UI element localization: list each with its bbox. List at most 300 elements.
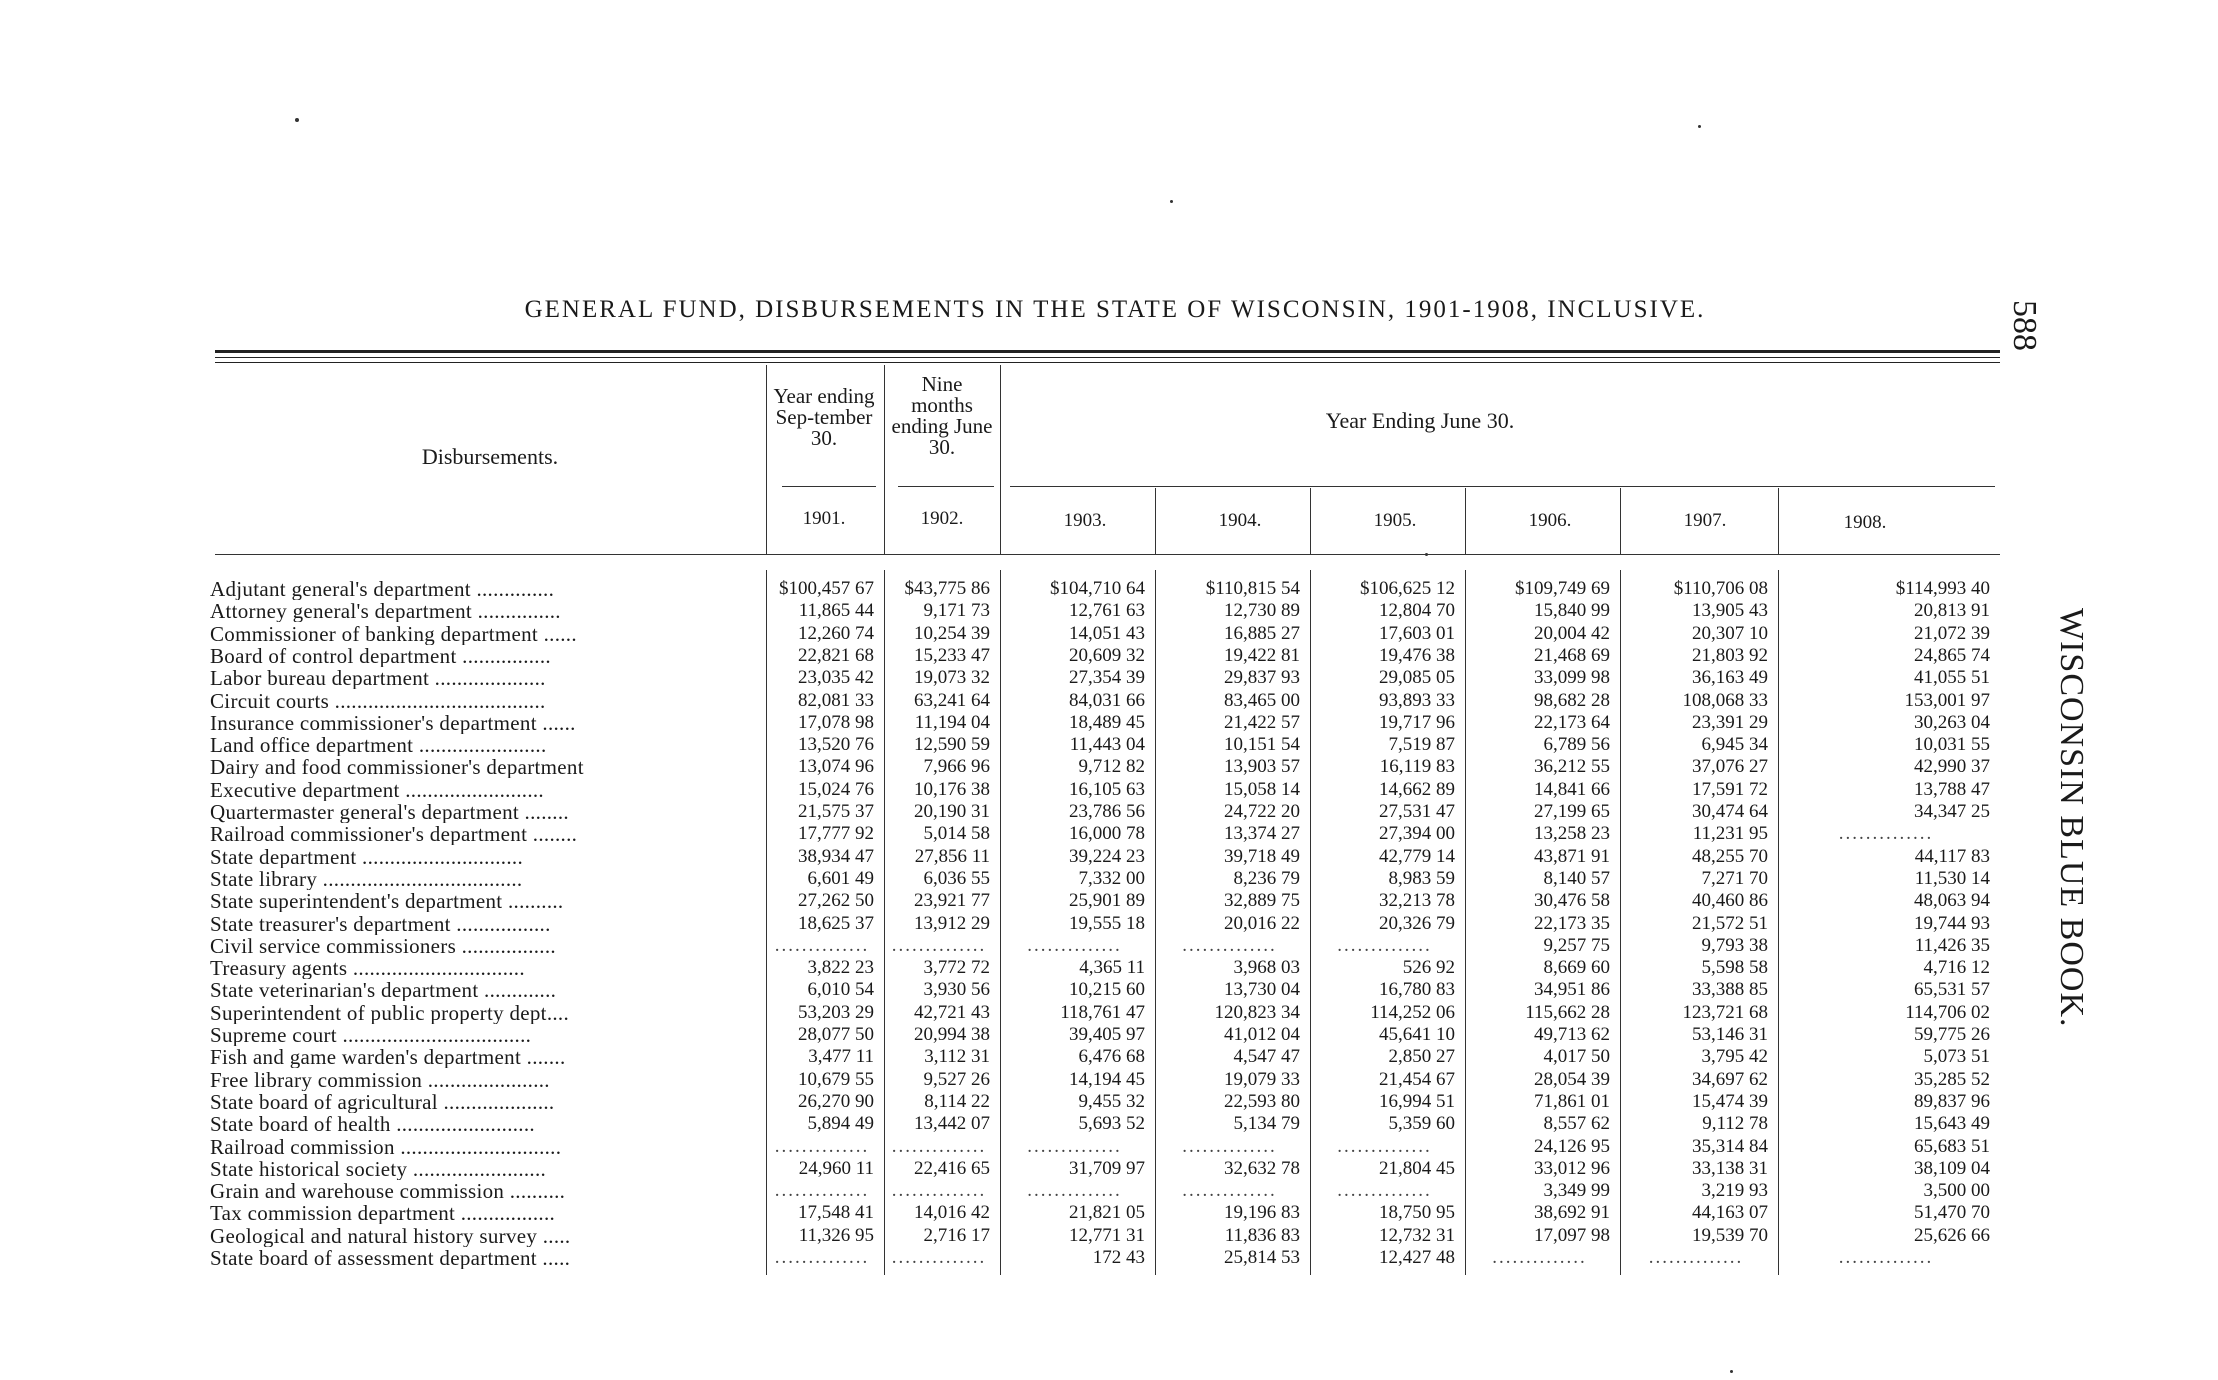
empty-cell-leader: ..............	[1027, 1180, 1122, 1202]
value-cell: 6,945 34	[1701, 734, 1768, 756]
value-cell: 12,427 48	[1379, 1247, 1455, 1268]
empty-cell-leader: ..............	[1492, 1247, 1587, 1268]
value-cell: 25,814 53	[1224, 1247, 1300, 1268]
running-side-title: WISCONSIN BLUE BOOK.	[2053, 608, 2090, 1028]
value-cell: 40,460 86	[1692, 890, 1768, 912]
row-label: Labor bureau department ....................	[210, 667, 546, 690]
value-cell: 3,930 56	[923, 979, 990, 1001]
value-cell: 9,527 26	[923, 1068, 990, 1090]
value-cell: 20,994 38	[914, 1024, 990, 1045]
table-row	[210, 1113, 2000, 1135]
column-divider	[1620, 488, 1621, 554]
row-label: State treasurer's department .................	[210, 912, 551, 935]
value-cell: 30,474 64	[1692, 801, 1768, 822]
value-cell: 23,786 56	[1069, 801, 1145, 822]
value-cell: 36,212 55	[1534, 756, 1610, 778]
row-label: State superintendent's department ..........	[210, 890, 564, 913]
empty-cell-leader: ..............	[774, 1247, 870, 1268]
value-cell: $106,625 12	[1360, 578, 1455, 599]
value-cell: 17,097 98	[1534, 1224, 1610, 1246]
value-cell: 13,903 57	[1224, 756, 1300, 778]
value-cell: 18,489 45	[1069, 711, 1145, 733]
scan-speck	[1425, 553, 1428, 556]
value-cell: 15,643 49	[1914, 1113, 1990, 1135]
year-header-rule	[898, 486, 994, 487]
value-cell: 33,099 98	[1534, 667, 1610, 689]
value-cell: 11,443 04	[1069, 734, 1145, 756]
value-cell: 24,126 95	[1534, 1135, 1610, 1157]
row-label: Land office department .......................	[210, 734, 547, 757]
value-cell: 32,213 78	[1379, 890, 1455, 912]
empty-cell-leader: ..............	[1027, 1135, 1122, 1157]
table-row	[210, 645, 2000, 667]
row-label: Commissioner of banking department ......	[210, 622, 577, 645]
value-cell: 20,190 31	[914, 801, 990, 822]
table-row	[210, 935, 2000, 957]
row-label: Quartermaster general's department ........	[210, 801, 569, 823]
value-cell: 35,314 84	[1692, 1135, 1768, 1157]
table-row	[210, 1136, 2000, 1158]
value-cell: 65,683 51	[1914, 1135, 1990, 1157]
value-cell: 7,332 00	[1078, 867, 1145, 889]
value-cell: 24,865 74	[1914, 644, 1990, 666]
table-row	[210, 667, 2000, 689]
value-cell: $109,749 69	[1515, 578, 1610, 599]
value-cell: 12,590 59	[914, 734, 990, 756]
year-header-rule	[782, 486, 876, 487]
value-cell: 16,000 78	[1069, 823, 1145, 845]
value-cell: 20,004 42	[1534, 622, 1610, 644]
value-cell: 13,912 29	[914, 912, 990, 934]
table-row	[210, 1002, 2000, 1024]
value-cell: 33,138 31	[1692, 1157, 1768, 1179]
value-cell: 93,893 33	[1379, 689, 1455, 711]
column-divider	[1465, 488, 1466, 554]
value-cell: 38,934 47	[798, 845, 874, 867]
table-row	[210, 734, 2000, 756]
value-cell: 34,697 62	[1692, 1068, 1768, 1090]
table-row	[210, 779, 2000, 801]
value-cell: 59,775 26	[1914, 1024, 1990, 1045]
value-cell: 49,713 62	[1534, 1024, 1610, 1045]
value-cell: 5,693 52	[1078, 1113, 1145, 1135]
value-cell: 27,262 50	[798, 890, 874, 912]
value-cell: 7,966 96	[923, 756, 990, 778]
value-cell: 12,761 63	[1069, 600, 1145, 622]
value-cell: 35,285 52	[1914, 1068, 1990, 1090]
year-header: 1905.	[1373, 510, 1417, 531]
value-cell: 71,861 01	[1534, 1090, 1610, 1112]
value-cell: 28,077 50	[798, 1024, 874, 1045]
table-row	[210, 801, 2000, 823]
value-cell: 31,709 97	[1069, 1157, 1145, 1179]
value-cell: 27,354 39	[1069, 667, 1145, 689]
value-cell: 13,788 47	[1914, 778, 1990, 800]
empty-cell-leader: ..............	[1027, 934, 1122, 956]
top-rule-thin	[215, 357, 2000, 358]
column-divider	[884, 365, 885, 555]
value-cell: 17,078 98	[798, 711, 874, 733]
value-cell: 20,307 10	[1692, 622, 1768, 644]
value-cell: 17,591 72	[1692, 778, 1768, 800]
value-cell: 2,716 17	[923, 1224, 990, 1246]
value-cell: 5,598 58	[1701, 957, 1768, 979]
table-row	[210, 979, 2000, 1001]
row-label: State board of health .........................	[210, 1113, 535, 1136]
value-cell: 115,662 28	[1525, 1001, 1610, 1023]
value-cell: 16,119 83	[1379, 756, 1455, 778]
table-row	[210, 1046, 2000, 1068]
value-cell: 118,761 47	[1060, 1001, 1145, 1023]
value-cell: 84,031 66	[1069, 689, 1145, 711]
value-cell: 25,626 66	[1914, 1224, 1990, 1246]
value-cell: 526 92	[1402, 957, 1455, 979]
value-cell: $114,993 40	[1895, 578, 1990, 599]
value-cell: 11,530 14	[1914, 867, 1990, 889]
empty-cell-leader: ..............	[774, 1180, 870, 1202]
value-cell: 3,219 93	[1701, 1180, 1768, 1202]
value-cell: 21,803 92	[1692, 644, 1768, 666]
value-cell: 6,601 49	[807, 867, 874, 889]
year-header-rule	[1010, 486, 1995, 487]
table-row	[210, 1069, 2000, 1091]
value-cell: 18,750 95	[1379, 1202, 1455, 1224]
scan-speck	[295, 118, 299, 122]
value-cell: 10,176 38	[914, 778, 990, 800]
year-header: 1904.	[1218, 510, 1262, 531]
value-cell: 30,263 04	[1914, 711, 1990, 733]
table-row	[210, 823, 2000, 845]
value-cell: 3,112 31	[924, 1046, 990, 1068]
value-cell: 41,012 04	[1224, 1024, 1300, 1045]
value-cell: 3,772 72	[923, 957, 990, 979]
value-cell: 14,016 42	[914, 1202, 990, 1224]
value-cell: 11,231 95	[1692, 823, 1768, 845]
disbursements-table	[210, 360, 2000, 1280]
value-cell: 3,500 00	[1923, 1180, 1990, 1202]
empty-cell-leader: ..............	[774, 1135, 870, 1157]
value-cell: 13,074 96	[798, 756, 874, 778]
value-cell: 10,215 60	[1069, 979, 1145, 1001]
value-cell: 9,112 78	[1702, 1113, 1768, 1135]
value-cell: 120,823 34	[1214, 1001, 1300, 1023]
value-cell: 21,821 05	[1069, 1202, 1145, 1224]
table-row	[210, 846, 2000, 868]
year-header: 1906.	[1528, 510, 1572, 531]
value-cell: 23,035 42	[798, 667, 874, 689]
value-cell: 48,255 70	[1692, 845, 1768, 867]
column-group-year-ending-june: Year Ending June 30.	[1325, 408, 1515, 433]
value-cell: 42,721 43	[914, 1001, 990, 1023]
value-cell: 13,442 07	[914, 1113, 990, 1135]
value-cell: 15,840 99	[1534, 600, 1610, 622]
value-cell: 22,821 68	[798, 644, 874, 666]
value-cell: 63,241 64	[914, 689, 990, 711]
row-label: Dairy and food commissioner's department	[210, 756, 584, 779]
value-cell: 8,983 59	[1388, 867, 1455, 889]
table-row	[210, 1024, 2000, 1046]
value-cell: 24,722 20	[1224, 801, 1300, 822]
empty-cell-leader: ..............	[774, 934, 870, 956]
value-cell: 15,024 76	[798, 778, 874, 800]
row-label: Geological and natural history survey .....	[210, 1224, 571, 1247]
table-row	[210, 578, 2000, 600]
table-row	[210, 600, 2000, 622]
value-cell: 43,871 91	[1534, 845, 1610, 867]
value-cell: 11,865 44	[798, 600, 874, 622]
value-cell: 12,771 31	[1069, 1224, 1145, 1246]
value-cell: 13,905 43	[1692, 600, 1768, 622]
value-cell: 10,151 54	[1224, 734, 1300, 756]
empty-cell-leader: ..............	[891, 1180, 987, 1202]
row-label: Adjutant general's department ..............	[210, 578, 555, 600]
value-cell: 6,010 54	[807, 979, 874, 1001]
value-cell: 28,054 39	[1534, 1068, 1610, 1090]
value-cell: 16,885 27	[1224, 622, 1300, 644]
value-cell: 10,679 55	[798, 1068, 874, 1090]
value-cell: 14,841 66	[1534, 778, 1610, 800]
table-row	[210, 1247, 2000, 1269]
value-cell: 9,793 38	[1701, 934, 1768, 956]
value-cell: 9,455 32	[1078, 1090, 1145, 1112]
empty-cell-leader: ..............	[1182, 1180, 1277, 1202]
empty-cell-leader: ..............	[891, 1135, 987, 1157]
value-cell: 2,850 27	[1388, 1046, 1455, 1068]
value-cell: 4,365 11	[1079, 957, 1145, 979]
column-divider	[766, 365, 767, 555]
value-cell: 11,194 04	[914, 711, 990, 733]
value-cell: 44,117 83	[1914, 845, 1990, 867]
value-cell: 29,837 93	[1224, 667, 1300, 689]
value-cell: 20,326 79	[1379, 912, 1455, 934]
value-cell: 8,557 62	[1543, 1113, 1610, 1135]
value-cell: 19,422 81	[1224, 644, 1300, 666]
value-cell: 27,199 65	[1534, 801, 1610, 822]
value-cell: 21,468 69	[1534, 644, 1610, 666]
value-cell: $110,815 54	[1205, 578, 1300, 599]
year-header: 1907.	[1683, 510, 1727, 531]
value-cell: 25,901 89	[1069, 890, 1145, 912]
row-label: Treasury agents ...............................	[210, 957, 525, 980]
table-row	[210, 712, 2000, 734]
value-cell: 22,173 64	[1534, 711, 1610, 733]
value-cell: 3,795 42	[1701, 1046, 1768, 1068]
value-cell: 27,394 00	[1379, 823, 1455, 845]
value-cell: 14,194 45	[1069, 1068, 1145, 1090]
value-cell: 17,777 92	[798, 823, 874, 845]
table-row	[210, 913, 2000, 935]
value-cell: 108,068 33	[1682, 689, 1768, 711]
column-group-nine-months: Nine months ending June 30.	[891, 372, 993, 459]
value-cell: 51,470 70	[1914, 1202, 1990, 1224]
column-divider	[1155, 488, 1156, 554]
row-label: Board of control department ................	[210, 644, 551, 667]
year-header: 1902.	[920, 508, 964, 529]
value-cell: 42,779 14	[1379, 845, 1455, 867]
value-cell: 15,474 39	[1692, 1090, 1768, 1112]
value-cell: 153,001 97	[1904, 689, 1990, 711]
value-cell: 36,163 49	[1692, 667, 1768, 689]
value-cell: 39,405 97	[1069, 1024, 1145, 1045]
empty-cell-leader: ..............	[891, 1247, 987, 1268]
value-cell: 82,081 33	[798, 689, 874, 711]
row-label: Insurance commissioner's department ......	[210, 711, 576, 734]
value-cell: 5,014 58	[923, 823, 990, 845]
row-label: Railroad commissioner's department ........	[210, 823, 578, 846]
value-cell: 34,951 86	[1534, 979, 1610, 1001]
value-cell: 33,012 96	[1534, 1157, 1610, 1179]
value-cell: 19,476 38	[1379, 644, 1455, 666]
value-cell: 10,254 39	[914, 622, 990, 644]
value-cell: 21,422 57	[1224, 711, 1300, 733]
value-cell: 16,994 51	[1379, 1090, 1455, 1112]
page-number: 588	[2006, 300, 2043, 351]
value-cell: 89,837 96	[1914, 1090, 1990, 1112]
value-cell: 20,016 22	[1224, 912, 1300, 934]
value-cell: 15,233 47	[914, 644, 990, 666]
table-row	[210, 1180, 2000, 1202]
row-label: Tax commission department .................	[210, 1202, 556, 1225]
value-cell: 13,258 23	[1534, 823, 1610, 845]
value-cell: 14,051 43	[1069, 622, 1145, 644]
table-row	[210, 890, 2000, 912]
value-cell: 98,682 28	[1534, 689, 1610, 711]
value-cell: 9,712 82	[1078, 756, 1145, 778]
column-divider	[1000, 365, 1001, 555]
value-cell: 32,889 75	[1224, 890, 1300, 912]
table-row	[210, 623, 2000, 645]
value-cell: 38,109 04	[1914, 1157, 1990, 1179]
value-cell: 19,717 96	[1379, 711, 1455, 733]
value-cell: 3,477 11	[808, 1046, 874, 1068]
value-cell: 23,391 29	[1692, 711, 1768, 733]
table-row	[210, 690, 2000, 712]
value-cell: 39,224 23	[1069, 845, 1145, 867]
row-label: Attorney general's department ...............	[210, 600, 561, 623]
row-header: Disbursements.	[421, 444, 559, 469]
empty-cell-leader: ..............	[1648, 1247, 1744, 1268]
value-cell: 4,716 12	[1923, 957, 1990, 979]
value-cell: $100,457 67	[779, 578, 874, 599]
scan-speck	[1730, 1370, 1733, 1373]
column-divider	[1310, 488, 1311, 554]
value-cell: 9,171 73	[923, 600, 990, 622]
value-cell: 6,036 55	[923, 867, 990, 889]
value-cell: 48,063 94	[1914, 890, 1990, 912]
value-cell: $104,710 64	[1050, 578, 1145, 599]
row-label: State historical society ........................	[210, 1157, 547, 1180]
value-cell: 21,575 37	[798, 801, 874, 822]
table-row	[210, 1225, 2000, 1247]
value-cell: 16,780 83	[1379, 979, 1455, 1001]
value-cell: 32,632 78	[1224, 1157, 1300, 1179]
row-label: Railroad commission .............................	[210, 1135, 562, 1158]
column-group-year-ending-september: Year ending Sep-tember 30.	[773, 384, 875, 450]
row-label: Supreme court ..................................	[210, 1024, 532, 1046]
empty-cell-leader: ..............	[1337, 1135, 1432, 1157]
value-cell: 8,114 22	[924, 1090, 990, 1112]
value-cell: 38,692 91	[1534, 1202, 1610, 1224]
row-label: State department .............................	[210, 845, 523, 868]
value-cell: 4,017 50	[1543, 1046, 1610, 1068]
value-cell: 30,476 58	[1534, 890, 1610, 912]
table-row	[210, 1158, 2000, 1180]
value-cell: 11,836 83	[1224, 1224, 1300, 1246]
value-cell: 12,260 74	[798, 622, 874, 644]
value-cell: 8,236 79	[1233, 867, 1300, 889]
value-cell: 123,721 68	[1682, 1001, 1768, 1023]
value-cell: 16,105 63	[1069, 778, 1145, 800]
value-cell: 4,547 47	[1233, 1046, 1300, 1068]
value-cell: 21,454 67	[1379, 1068, 1455, 1090]
header-bottom-rule	[215, 554, 2000, 555]
value-cell: 114,706 02	[1905, 1001, 1990, 1023]
empty-cell-leader: ..............	[1838, 1247, 1934, 1268]
value-cell: 34,347 25	[1914, 801, 1990, 822]
value-cell: 11,326 95	[798, 1224, 874, 1246]
value-cell: 37,076 27	[1692, 756, 1768, 778]
scan-speck	[1698, 125, 1701, 128]
value-cell: 18,625 37	[798, 912, 874, 934]
value-cell: 5,073 51	[1923, 1046, 1990, 1068]
table-row	[210, 1202, 2000, 1224]
value-cell: 21,572 51	[1692, 912, 1768, 934]
value-cell: $43,775 86	[904, 578, 990, 599]
value-cell: 10,031 55	[1914, 734, 1990, 756]
value-cell: 3,968 03	[1233, 957, 1300, 979]
value-cell: 6,789 56	[1543, 734, 1610, 756]
empty-cell-leader: ..............	[1838, 823, 1934, 845]
value-cell: 19,744 93	[1914, 912, 1990, 934]
value-cell: 19,196 83	[1224, 1202, 1300, 1224]
value-cell: 3,822 23	[807, 957, 874, 979]
value-cell: 19,079 33	[1224, 1068, 1300, 1090]
value-cell: 20,609 32	[1069, 644, 1145, 666]
row-label: Free library commission ......................	[210, 1068, 550, 1091]
value-cell: 19,555 18	[1069, 912, 1145, 934]
value-cell: 13,374 27	[1224, 823, 1300, 845]
value-cell: 19,539 70	[1692, 1224, 1768, 1246]
value-cell: 172 43	[1092, 1247, 1145, 1268]
year-header: 1908.	[1843, 512, 1887, 533]
row-label: Superintendent of public property dept....	[210, 1001, 570, 1024]
value-cell: 24,960 11	[798, 1157, 874, 1179]
table-row	[210, 957, 2000, 979]
empty-cell-leader: ..............	[1182, 934, 1277, 956]
value-cell: 27,531 47	[1379, 801, 1455, 822]
value-cell: 33,388 85	[1692, 979, 1768, 1001]
row-label: Executive department .........................	[210, 778, 544, 801]
value-cell: 27,856 11	[914, 845, 990, 867]
value-cell: 6,476 68	[1078, 1046, 1145, 1068]
value-cell: 12,730 89	[1224, 600, 1300, 622]
top-rule-thick	[215, 350, 2000, 353]
value-cell: 20,813 91	[1914, 600, 1990, 622]
page-title: GENERAL FUND, DISBURSEMENTS IN THE STATE OF WISCONSIN, 1901-1908, INCLUSIVE.	[524, 296, 1706, 323]
column-divider	[1778, 488, 1779, 554]
value-cell: 17,548 41	[798, 1202, 874, 1224]
value-cell: 83,465 00	[1224, 689, 1300, 711]
value-cell: 53,146 31	[1692, 1024, 1768, 1045]
value-cell: 45,641 10	[1379, 1024, 1455, 1045]
value-cell: 65,531 57	[1914, 979, 1990, 1001]
value-cell: 21,804 45	[1379, 1157, 1455, 1179]
value-cell: 8,669 60	[1543, 957, 1610, 979]
value-cell: 3,349 99	[1543, 1180, 1610, 1202]
value-cell: 41,055 51	[1914, 667, 1990, 689]
value-cell: 5,359 60	[1388, 1113, 1455, 1135]
value-cell: 114,252 06	[1370, 1001, 1455, 1023]
